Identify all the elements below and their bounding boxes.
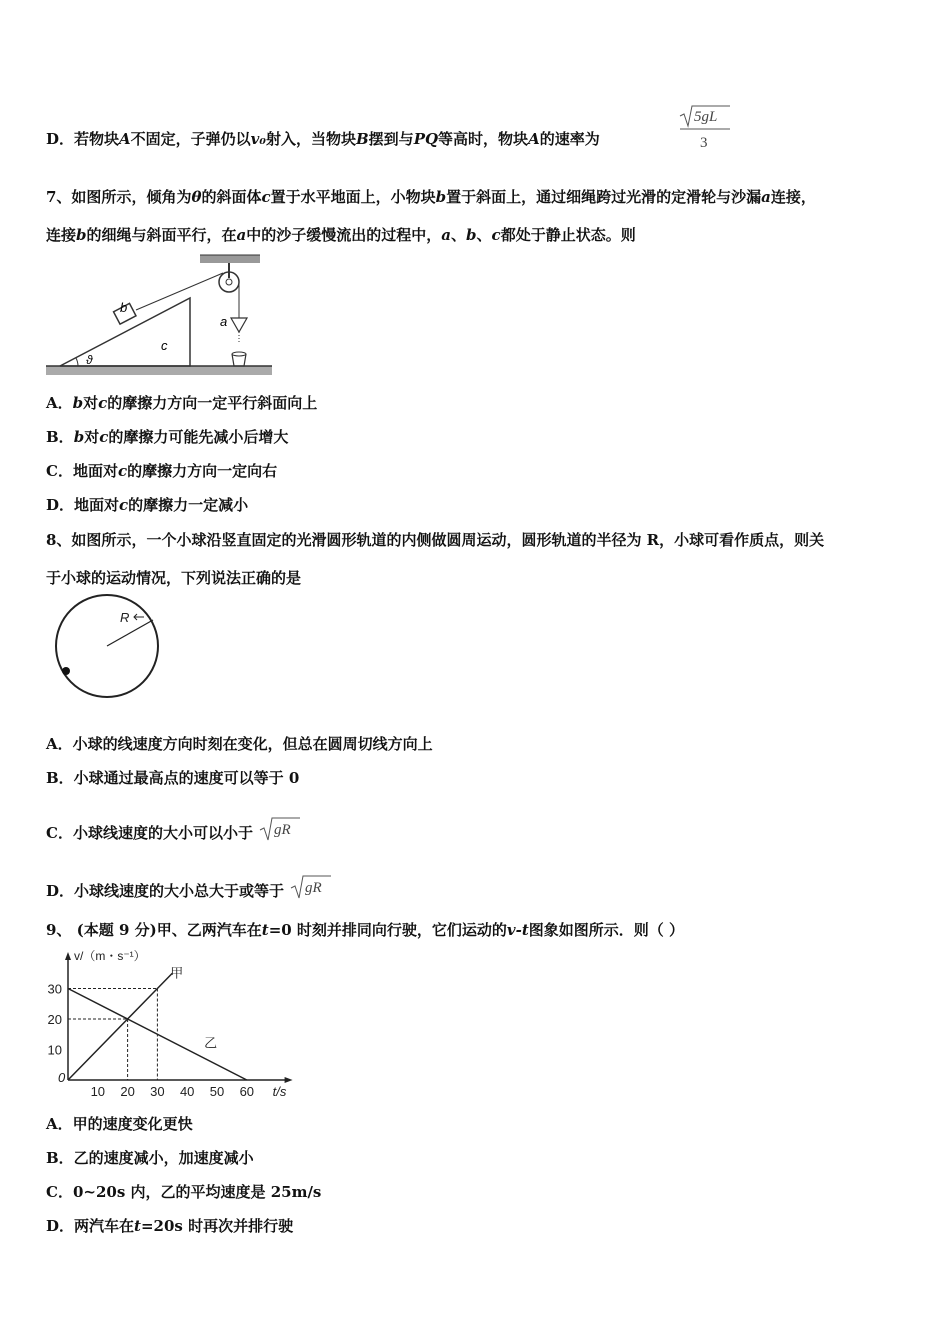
ground	[46, 366, 272, 375]
speed-fraction	[676, 104, 732, 154]
q8-stem-line1: 8、如图所示，一个小球沿竖直固定的光滑圆形轨道的内侧做圆周运动，圆形轨道的半径为 R，小球可看作质点，则关	[46, 531, 825, 549]
ceiling-bar	[200, 255, 260, 263]
sand-funnel-a	[231, 318, 247, 332]
label-b: b	[120, 300, 128, 315]
theta-label: ϑ	[86, 353, 93, 367]
x-tick-label: 20	[120, 1084, 135, 1099]
series-label-yi: 乙	[204, 1035, 218, 1051]
x-tick-label: 40	[179, 1084, 195, 1099]
sqrt-gR	[258, 814, 302, 844]
incline-pulley-figure	[40, 250, 280, 382]
q8-option-b[interactable]: B．小球通过最高点的速度可以等于 0	[46, 769, 300, 787]
q8-option-c[interactable]: C．小球线速度的大小可以小于 gR	[46, 814, 302, 844]
radius-label: R	[120, 610, 130, 625]
q7-option[interactable]: A．b对c的摩擦力方向一定平行斜面向上	[46, 394, 318, 412]
q7-option[interactable]: B．b对c的摩擦力可能先减小后增大	[46, 428, 289, 446]
q8-option-d[interactable]: D．小球线速度的大小总大于或等于 gR	[46, 872, 333, 902]
y-tick-label: 10	[47, 1042, 62, 1058]
q8-option-a[interactable]: A．小球的线速度方向时刻在变化，但总在圆周切线方向上	[46, 735, 433, 753]
radius-line	[107, 620, 153, 646]
y-tick-label: 30	[47, 981, 62, 997]
sqrt-gR	[289, 872, 333, 902]
series-line-jia	[68, 973, 172, 1080]
fraction-denominator: 3	[700, 135, 708, 151]
x-axis-arrow	[285, 1077, 293, 1083]
x-tick-label: 10	[90, 1084, 106, 1099]
series-label-jia: 甲	[170, 965, 184, 981]
fraction-numerator: 5gL	[694, 109, 718, 125]
y-axis-label: v/（m・s⁻¹）	[74, 949, 146, 963]
label-a: a	[220, 314, 228, 329]
q6-option-d: D．若物块A不固定，子弹仍以v₀射入，当物块B摆到与PQ等高时，物块A的速率为	[46, 130, 600, 148]
x-axis-label: t/s	[272, 1084, 287, 1099]
q7-stem-line2: 连接b的细绳与斜面平行，在a中的沙子缓慢流出的过程中，a、b、c都处于静止状态。则	[46, 226, 636, 244]
q9-option[interactable]: C．0~20s 内，乙的平均速度是 25m/s	[46, 1183, 322, 1201]
svg-text:gR: gR	[305, 880, 322, 896]
ball	[62, 667, 70, 675]
vt-chart	[40, 944, 300, 1102]
q9-option[interactable]: D．两汽车在t=20s 时再次并排行驶	[46, 1217, 294, 1235]
q7-option[interactable]: C．地面对c的摩擦力方向一定向右	[46, 462, 278, 480]
circular-track-figure	[50, 590, 170, 700]
x-tick-label: 30	[150, 1084, 165, 1099]
x-tick-label: 50	[209, 1084, 225, 1099]
origin-label: 0	[58, 1070, 66, 1085]
q7-option[interactable]: D．地面对c的摩擦力一定减小	[46, 496, 249, 514]
label-c: c	[161, 338, 168, 353]
q7-stem-line1: 7、如图所示，倾角为θ的斜面体c置于水平地面上，小物块b置于斜面上，通过细绳跨过光滑的定滑轮与沙漏a连接，	[46, 188, 816, 206]
q9-option[interactable]: A．甲的速度变化更快	[46, 1115, 193, 1133]
q8-stem-line2: 于小球的运动情况，下列说法正确的是	[46, 569, 302, 587]
y-tick-label: 20	[47, 1012, 62, 1027]
q9-option[interactable]: B．乙的速度减小，加速度减小	[46, 1149, 254, 1167]
y-axis-arrow	[65, 952, 71, 960]
svg-text:gR: gR	[274, 822, 291, 838]
x-tick-label: 60	[239, 1084, 255, 1099]
q9-stem: 9、 (本题 9 分)甲、乙两汽车在t=0 时刻并排同向行驶，它们运动的v-t图象如图所示．则（ ）	[46, 921, 685, 939]
